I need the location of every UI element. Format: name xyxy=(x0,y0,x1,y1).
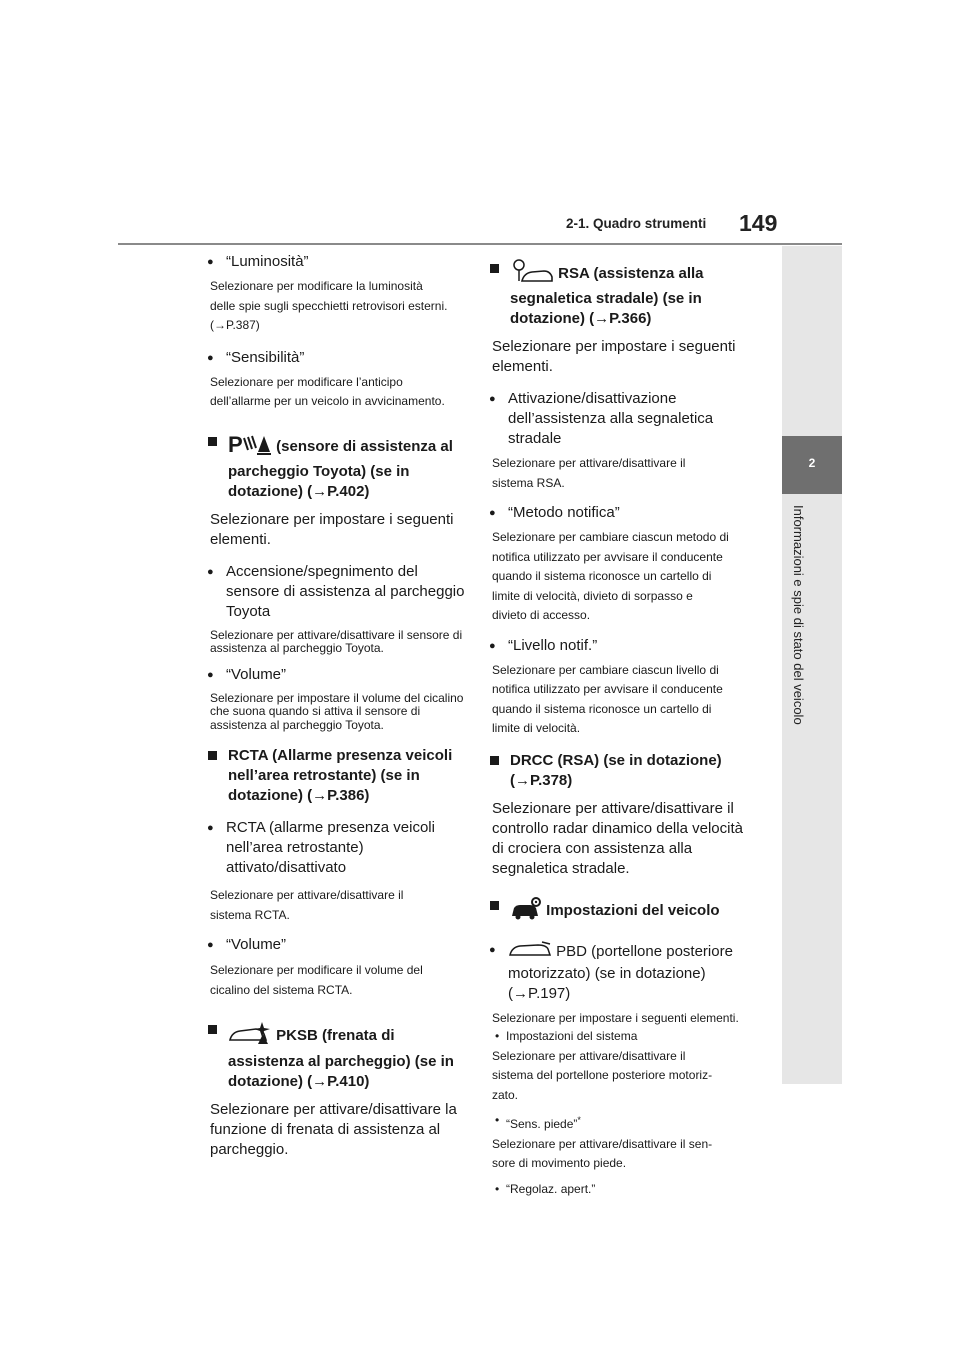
left-column xyxy=(206,252,468,1160)
right-column xyxy=(488,252,750,1199)
sensibilita-desc-2: dell’allarme per un veicolo in avvicinamento. xyxy=(210,394,445,408)
parking-sensor-icon xyxy=(228,432,272,462)
pbd-sub-2 xyxy=(488,1111,750,1135)
pbd-sub-2-desc-2: sore di movimento piede. xyxy=(492,1156,627,1170)
pbd-item-text: PBD (portellone posteriore motorizzato) (se in dotazione) (→P.197) xyxy=(508,942,733,1002)
section-square-marker xyxy=(490,901,499,910)
drcc-heading xyxy=(488,751,750,791)
luminosita-item: ● “Luminosità” xyxy=(206,252,468,272)
pbd-sub-1-desc-3: zato. xyxy=(492,1087,519,1102)
rsa-item-2-desc-3: quando il sistema riconosce un cartello di xyxy=(492,569,712,583)
pksb-para: Selezionare per attivare/disattivare la funzione di frenata di assistenza al parcheggio. xyxy=(210,1101,457,1158)
rsa-item-1-desc-1: Selezionare per attivare/disattivare il xyxy=(492,456,686,470)
rsa-item-3-desc-2: notifica utilizzato per avvisare il conducente xyxy=(492,682,723,696)
section-square-marker xyxy=(208,437,217,446)
rsa-item-2: ● “Metodo notifica” xyxy=(488,503,750,523)
side-tab-chapter-number: 2 xyxy=(782,436,842,494)
rsa-item-3-desc-3: quando il sistema riconosce un cartello di xyxy=(492,701,712,716)
rsa-item-2-desc-5: divieto di accesso. xyxy=(492,608,591,622)
rsa-heading-text: RSA (assistenza alla segnaletica stradale) (se in dotazione) (→P.366) xyxy=(510,264,704,327)
drcc-heading-text: DRCC (RSA) (se in dotazione) (→P.378) xyxy=(510,751,722,789)
sensor-para: Selezionare per impostare i seguenti elementi. xyxy=(210,510,454,548)
vehicle-settings-icon xyxy=(510,896,542,926)
rsa-heading xyxy=(488,259,750,329)
rcta-item-2: ● “Volume” xyxy=(206,935,468,955)
header-section-title: 2-1. Quadro strumenti xyxy=(566,216,707,231)
sensor-item-2-desc: Selezionare per impostare il volume del cicalino che suona quando si attiva il sensore di assistenza al parcheggio Toyota. xyxy=(210,690,464,732)
section-square-marker xyxy=(208,751,217,760)
rsa-para: Selezionare per impostare i seguenti elementi. xyxy=(492,338,736,375)
drcc-para: Selezionare per attivare/disattivare il controllo radar dinamico della velocità di crociera con assistenza alla segnaletica stradale. xyxy=(492,799,743,877)
pbd-desc: Selezionare per impostare i seguenti elementi. xyxy=(492,1010,739,1025)
sensor-heading-text: (sensore di assistenza al parcheggio Toyota) (se in dotazione) (→P.402) xyxy=(228,437,453,500)
pbd-sub-1-desc-2: sistema del portellone posteriore motoriz- xyxy=(492,1068,713,1082)
sensor-item-1-desc: Selezionare per attivare/disattivare il sensore di assistenza al parcheggio Toyota. xyxy=(210,627,463,655)
section-square-marker xyxy=(490,756,499,765)
header-divider xyxy=(118,243,842,245)
luminosita-desc-3: (→P.387) xyxy=(210,318,260,332)
rsa-item-1: ● Attivazione/disattivazione dell’assistenza alla segnaletica stradale xyxy=(488,389,750,449)
vehicle-heading xyxy=(488,896,750,926)
side-tab-strip-top xyxy=(782,246,842,436)
rcta-item-1-desc-1: Selezionare per attivare/disattivare il xyxy=(210,888,404,902)
rsa-item-2-desc-4: limite di velocità, divieto di sorpasso e xyxy=(492,588,693,603)
rcta-heading xyxy=(206,746,468,806)
svg-text:P: P xyxy=(228,431,243,456)
pbd-sub-2-desc-1: Selezionare per attivare/disattivare il sen- xyxy=(492,1136,713,1151)
pbd-item xyxy=(488,940,750,1004)
footnote-mark: * xyxy=(577,1115,581,1125)
sensibilita-item: ● “Sensibilità” xyxy=(206,348,468,368)
rcta-item-1: ● RCTA (allarme presenza veicoli nell’area retrostante) attivato/disattivato xyxy=(206,818,468,878)
sensibilita-desc-1: Selezionare per modificare l’anticipo xyxy=(210,374,403,389)
rcta-item-1-desc-2: sistema RCTA. xyxy=(210,907,290,922)
pksb-heading-text: PKSB (frenata di assistenza al parcheggio) (se in dotazione) (→P.410) xyxy=(228,1026,454,1090)
rcta-item-2-desc-2: cicalino del sistema RCTA. xyxy=(210,982,353,997)
pksb-heading xyxy=(206,1020,468,1092)
pbd-sub-2-text: “Sens. piede” xyxy=(506,1117,578,1131)
section-square-marker xyxy=(208,1025,217,1034)
sensor-item-1: ● Accensione/spegnimento del sensore di assistenza al parcheggio Toyota xyxy=(206,562,468,622)
luminosita-desc-1: Selezionare per modificare la luminosità xyxy=(210,279,423,293)
rsa-item-3-desc-1: Selezionare per cambiare ciascun livello di xyxy=(492,662,719,677)
page-number: 149 xyxy=(739,210,778,236)
rsa-item-3-desc-4: limite di velocità. xyxy=(492,721,581,735)
pbd-sub-3: • “Regolaz. apert.” xyxy=(488,1180,750,1200)
rcta-heading-text: RCTA (Allarme presenza veicoli nell’area retrostante) (se in dotazione) (→P.386) xyxy=(228,747,453,804)
parking-brake-assist-icon xyxy=(228,1020,272,1052)
rsa-item-2-desc-2: notifica utilizzato per avvisare il conducente xyxy=(492,549,723,564)
pbd-sub-1-desc-1: Selezionare per attivare/disattivare il xyxy=(492,1048,686,1063)
road-sign-assist-icon xyxy=(510,259,554,289)
rsa-item-3: ● “Livello notif.” xyxy=(488,636,750,656)
side-tab-chapter-label: Informazioni e spie di stato del veicolo xyxy=(791,505,806,725)
power-back-door-icon xyxy=(508,940,552,964)
luminosita-desc-2: delle spie sugli specchietti retrovisori esterni. xyxy=(210,298,448,313)
rsa-item-1-desc-2: sistema RSA. xyxy=(492,475,565,490)
section-square-marker xyxy=(490,264,499,273)
vehicle-heading-text: Impostazioni del veicolo xyxy=(542,901,720,919)
rsa-item-2-desc-1: Selezionare per cambiare ciascun metodo di xyxy=(492,530,729,544)
pbd-sub-1: • Impostazioni del sistema xyxy=(488,1027,750,1047)
sensor-item-2: ● “Volume” xyxy=(206,665,468,685)
rcta-item-2-desc-1: Selezionare per modificare il volume del xyxy=(210,963,423,977)
sensor-heading xyxy=(206,432,468,502)
